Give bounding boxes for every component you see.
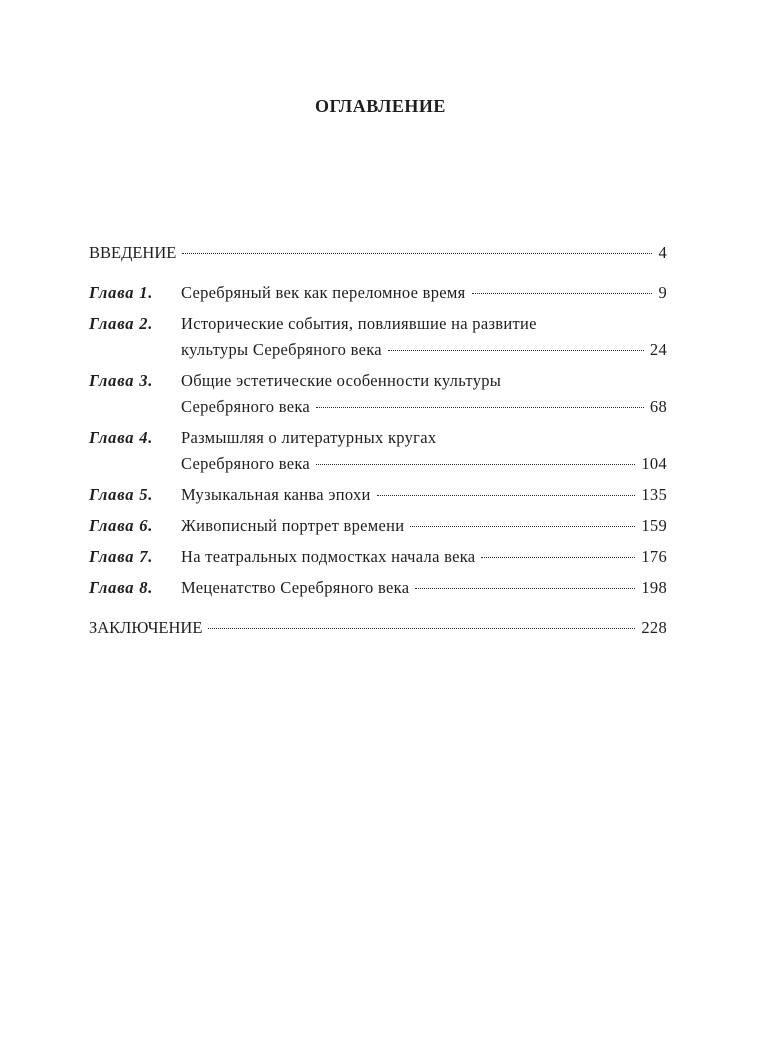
toc-entry-chapter-8[interactable] <box>89 575 667 601</box>
intro-label: ВВЕДЕНИЕ <box>89 243 177 262</box>
dot-leader <box>415 588 635 589</box>
dot-leader <box>472 293 653 294</box>
conclusion-label: ЗАКЛЮЧЕНИЕ <box>89 618 203 637</box>
chapter-page-number: 176 <box>641 547 667 566</box>
toc-entry-chapter-4[interactable] <box>89 425 667 477</box>
chapter-page-number: 198 <box>641 578 667 597</box>
chapter-page-number: 104 <box>641 454 667 473</box>
chapter-title: Музыкальная канва эпохи <box>181 485 371 504</box>
toc-entry-chapter-1[interactable] <box>89 280 667 306</box>
chapter-page-number: 159 <box>641 516 667 535</box>
dot-leader <box>481 557 635 558</box>
page-title: ОГЛАВЛЕНИЕ <box>315 96 446 116</box>
toc-entry-chapter-6[interactable] <box>89 513 667 539</box>
chapter-number: Глава 6. <box>89 516 154 535</box>
chapter-title: Меценатство Серебряного века <box>181 578 410 597</box>
chapter-number: Глава 2. <box>89 314 154 333</box>
chapter-title: Серебряный век как переломное время <box>181 283 466 302</box>
chapter-title: Живописный портрет времени <box>181 516 405 535</box>
chapter-number: Глава 4. <box>89 428 154 447</box>
chapter-number: Глава 1. <box>89 283 154 302</box>
chapter-number: Глава 3. <box>89 371 154 390</box>
toc-entry-chapter-2[interactable] <box>89 311 667 363</box>
toc-entry-chapter-5[interactable] <box>89 482 667 508</box>
chapter-page-number: 135 <box>641 485 667 504</box>
toc-entry-chapter-3[interactable] <box>89 368 667 420</box>
chapter-title: Исторические события, повлиявшие на развитие <box>181 314 537 333</box>
chapter-title-continued: Серебряного века <box>181 454 311 473</box>
chapter-number: Глава 8. <box>89 578 154 597</box>
chapter-title: Общие эстетические особенности культуры <box>181 371 502 390</box>
dot-leader <box>182 253 652 254</box>
dot-leader <box>316 407 644 408</box>
toc-entry-conclusion[interactable] <box>89 615 667 641</box>
toc-entry-chapter-7[interactable] <box>89 544 667 570</box>
conclusion-page-number: 228 <box>641 618 667 637</box>
chapter-page-number: 68 <box>649 397 667 416</box>
table-of-contents <box>89 240 667 641</box>
toc-entry-intro[interactable] <box>89 240 667 266</box>
chapter-page-number: 24 <box>649 340 667 359</box>
dot-leader <box>388 350 644 351</box>
dot-leader <box>316 464 635 465</box>
chapter-title-continued: культуры Серебряного века <box>181 340 382 359</box>
dot-leader <box>208 628 635 629</box>
intro-page-number: 4 <box>658 243 667 262</box>
chapter-title-continued: Серебряного века <box>181 397 311 416</box>
chapter-page-number: 9 <box>658 283 667 302</box>
chapter-title: Размышляя о литературных кругах <box>181 428 437 447</box>
chapter-number: Глава 5. <box>89 485 154 504</box>
chapter-number: Глава 7. <box>89 547 154 566</box>
dot-leader <box>377 495 636 496</box>
chapter-title: На театральных подмостках начала века <box>181 547 476 566</box>
dot-leader <box>410 526 635 527</box>
